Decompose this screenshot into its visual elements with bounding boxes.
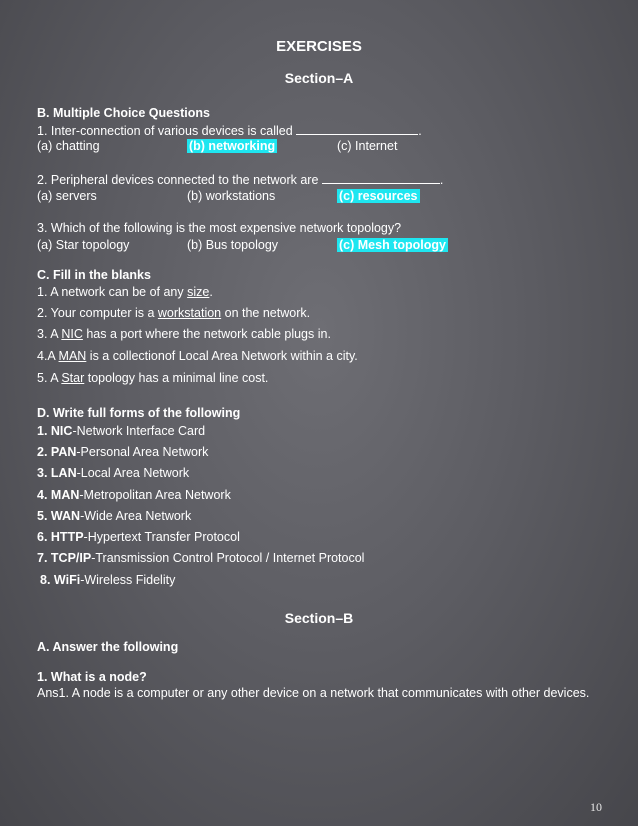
mcq-q2-option-b: (b) workstations xyxy=(187,189,276,203)
answer-1: Ans1. A node is a computer or any other device on a network that communicates with other devices. xyxy=(37,686,590,700)
fill-line-3: 3. A NIC has a port where the network cable plugs in. xyxy=(37,327,331,341)
list-item: 6. HTTP-Hypertext Transfer Protocol xyxy=(37,530,240,544)
answer-heading: A. Answer the following xyxy=(37,640,179,654)
fill-heading: C. Fill in the blanks xyxy=(37,268,151,282)
fill-line-1: 1. A network can be of any size. xyxy=(37,285,213,299)
list-item: 4. MAN-Metropolitan Area Network xyxy=(37,488,231,502)
mcq-q2-option-c xyxy=(337,189,420,203)
answer-blank xyxy=(296,123,418,135)
mcq-q1-option-a: (a) chatting xyxy=(37,139,100,153)
mcq-q1: 1. Inter-connection of various devices is called . xyxy=(37,124,422,138)
section-b-heading: Section–B xyxy=(284,610,354,626)
mcq-q2: 2. Peripheral devices connected to the network are . xyxy=(37,173,444,187)
answer-blank xyxy=(322,172,440,184)
mcq-q1-option-c: (c) Internet xyxy=(337,139,398,153)
page-title: EXERCISES xyxy=(276,38,362,55)
mcq-heading: B. Multiple Choice Questions xyxy=(37,106,210,120)
forms-heading: D. Write full forms of the following xyxy=(37,406,241,420)
mcq-q3-option-b: (b) Bus topology xyxy=(187,238,279,252)
fill-line-4: 4.A MAN is a collectionof Local Area Network within a city. xyxy=(37,349,358,363)
list-item: 7. TCP/IP-Transmission Control Protocol / Internet Protocol xyxy=(37,551,365,565)
correct-answer-highlight: (c) resources xyxy=(339,189,418,203)
list-item: 3. LAN-Local Area Network xyxy=(37,466,190,480)
fill-line-5: 5. A Star topology has a minimal line cost. xyxy=(37,371,269,385)
mcq-q3-option-c xyxy=(337,238,448,252)
mcq-q3: 3. Which of the following is the most expensive network topology? xyxy=(37,221,402,235)
section-a-heading: Section–A xyxy=(284,70,354,86)
mcq-q2-option-a: (a) servers xyxy=(37,189,97,203)
correct-answer-highlight: (c) Mesh topology xyxy=(339,238,446,252)
fill-line-2: 2. Your computer is a workstation on the network. xyxy=(37,306,311,320)
page-number: 10 xyxy=(590,800,602,814)
mcq-q1-option-b xyxy=(187,139,277,153)
list-item: 5. WAN-Wide Area Network xyxy=(37,509,192,523)
list-item: 2. PAN-Personal Area Network xyxy=(37,445,209,459)
correct-answer-highlight: (b) networking xyxy=(189,139,276,153)
list-item: 8. WiFi-Wireless Fidelity xyxy=(40,573,176,587)
mcq-q3-option-a: (a) Star topology xyxy=(37,238,130,252)
question-1: 1. What is a node? xyxy=(37,670,147,684)
list-item: 1. NIC-Network Interface Card xyxy=(37,424,206,438)
